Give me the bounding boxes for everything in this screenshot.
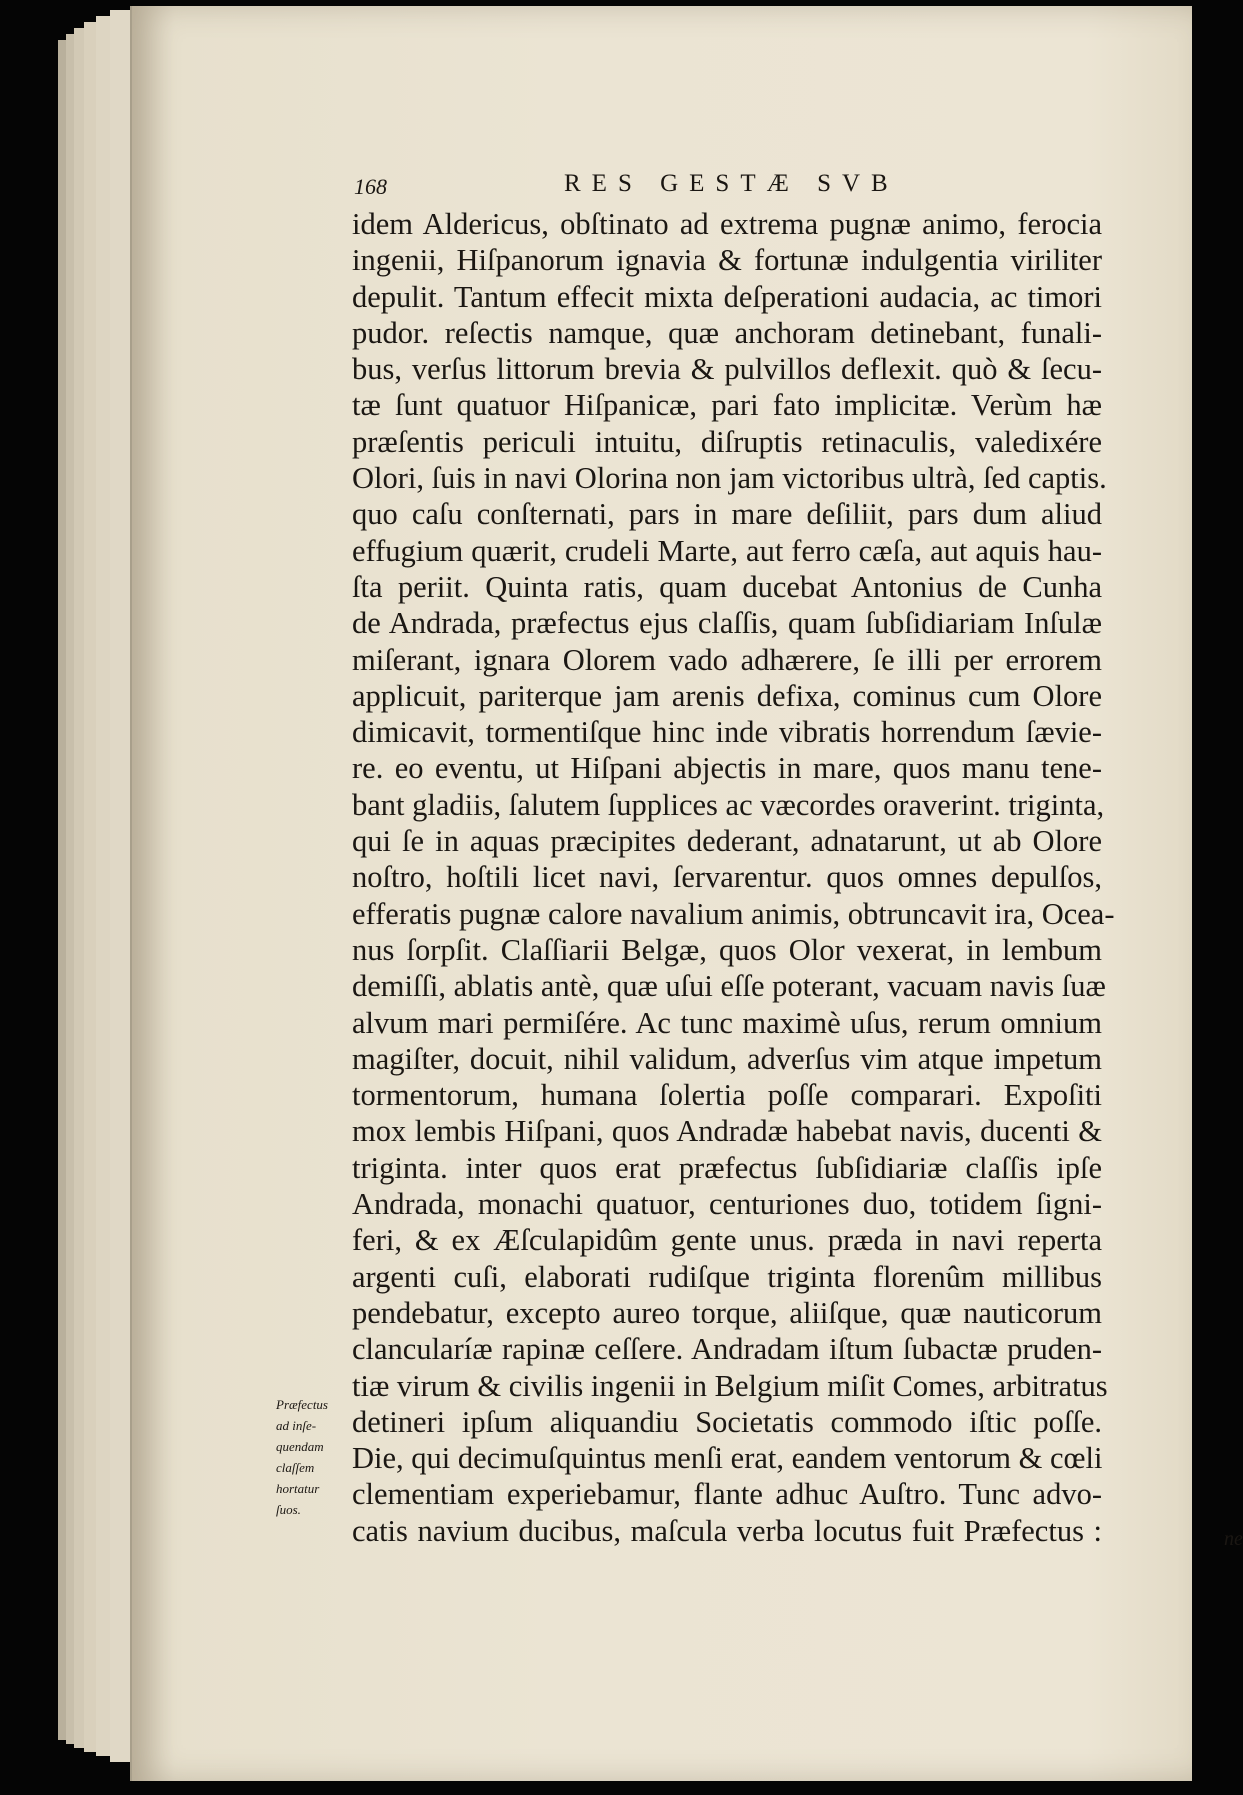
running-head: RES GESTÆ SVB xyxy=(564,170,899,197)
text-line: catis navium ducibus, maſcula verba locutus fuit Præfectus : xyxy=(352,1513,1102,1548)
marginal-note-line: ad inſe- xyxy=(276,1418,317,1433)
text-line: applicuit, pariterque jam arenis defixa, cominus cum Olore xyxy=(352,678,1102,713)
text-line: effugium quærit, crudeli Marte, aut ferro cæſa, aut aquis hau- xyxy=(352,533,1102,568)
text-line: depulit. Tantum effecit mixta deſperationi audacia, ac timori xyxy=(352,279,1102,314)
text-line: clementiam experiebamur, flante adhuc Auſtro. Tunc advo- xyxy=(352,1477,1102,1512)
text-line: idem Aldericus, obſtinato ad extrema pugnæ animo, ferocia xyxy=(352,207,1102,241)
text-line: dimicavit, tormentiſque hinc inde vibratis horrendum ſævie- xyxy=(352,715,1102,750)
text-line: argenti cuſi, elaborati rudiſque triginta florenûm millibus xyxy=(352,1259,1102,1294)
text-line: nus ſorpſit. Claſſiarii Belgæ, quos Olor vexerat, in lembum xyxy=(352,932,1102,967)
text-line: mox lembis Hiſpani, quos Andradæ habebat navis, ducenti & xyxy=(352,1114,1102,1149)
catchword: ne xyxy=(1224,1528,1243,1550)
text-line: noſtro, hoſtili licet navi, ſervarentur. quos omnes depulſos, xyxy=(352,860,1102,895)
text-line: præſentis periculi intuitu, diſruptis retinaculis, valedixére xyxy=(352,424,1102,459)
text-line: efferatis pugnæ calore navalium animis, obtruncavit ira, Ocea- xyxy=(352,896,1115,931)
text-line: magiſter, docuit, nihil validum, adverſus vim atque impetum xyxy=(352,1041,1102,1076)
text-line: Olori, ſuis in navi Olorina non jam victoribus ultrà, ſed captis. xyxy=(352,461,1107,496)
text-line: qui ſe in aquas præcipites dederant, adnatarunt, ut ab Olore xyxy=(352,824,1102,859)
text-line: Die, qui decimuſquintus menſi erat, eandem ventorum & cœli xyxy=(352,1441,1103,1476)
page-header xyxy=(354,170,1094,206)
text-line: tormentorum, humana ſolertia poſſe comparari. Expoſiti xyxy=(352,1078,1102,1113)
text-line: de Andrada, præfectus ejus claſſis, quam ſubſidiariam Inſulæ xyxy=(352,606,1102,641)
marginal-note-line: ſuos. xyxy=(276,1502,301,1517)
text-line: tiæ virum & civilis ingenii in Belgium miſit Comes, arbitratus xyxy=(352,1368,1108,1403)
page-number: 168 xyxy=(354,174,387,199)
text-line: pudor. reſectis namque, quæ anchoram detinebant, funali- xyxy=(352,315,1102,350)
text-line: pendebatur, excepto aureo torque, aliiſque, quæ nauticorum xyxy=(352,1295,1102,1330)
text-line: detineri ipſum aliquandiu Societatis commodo iſtic poſſe. xyxy=(352,1404,1102,1439)
text-line: demiſſi, ablatis antè, quæ uſui eſſe poterant, vacuam navis ſuæ xyxy=(352,969,1106,1004)
marginal-note-line: hortatur xyxy=(276,1481,320,1496)
text-line: triginta. inter quos erat præfectus ſubſidiariæ claſſis ipſe xyxy=(352,1150,1102,1185)
text-line: clancularíæ rapinæ ceſſere. Andradam iſtum ſubactæ pruden- xyxy=(352,1332,1102,1367)
text-line: alvum mari permiſére. Ac tunc maximè uſus, rerum omnium xyxy=(352,1005,1102,1040)
text-line: Andrada, monachi quatuor, centuriones duo, totidem ſigni- xyxy=(352,1187,1102,1222)
text-line: bant gladiis, ſalutem ſupplices ac væcordes oraverint. triginta, xyxy=(352,787,1105,822)
text-line: ingenii, Hiſpanorum ignavia & fortunæ indulgentia viriliter xyxy=(352,243,1102,278)
marginal-note-line: quendam xyxy=(276,1439,324,1454)
text-line: bus, verſus littorum brevia & pulvillos deflexit. quò & ſecu- xyxy=(352,352,1102,387)
text-line: quo caſu conſternati, pars in mare deſiliit, pars dum aliud xyxy=(352,497,1102,532)
text-line: re. eo eventu, ut Hiſpani abjectis in mare, quos manu tene- xyxy=(352,751,1102,786)
book-page xyxy=(130,6,1243,1781)
text-line: feri, & ex Æſculapidûm gente unus. præda in navi reperta xyxy=(352,1223,1102,1258)
marginal-note-line: Præfectus xyxy=(276,1397,328,1412)
text-line: tæ ſunt quatuor Hiſpanicæ, pari fato implicitæ. Verùm hæ xyxy=(352,388,1102,423)
marginal-note xyxy=(276,1394,348,1520)
body-text xyxy=(352,206,1115,1549)
text-line: miſerant, ignara Olorem vado adhærere, ſe illi per errorem xyxy=(352,642,1102,677)
marginal-note-line: claſſem xyxy=(276,1460,315,1475)
text-line: ſta periit. Quinta ratis, quam ducebat Antonius de Cunha xyxy=(352,569,1102,604)
